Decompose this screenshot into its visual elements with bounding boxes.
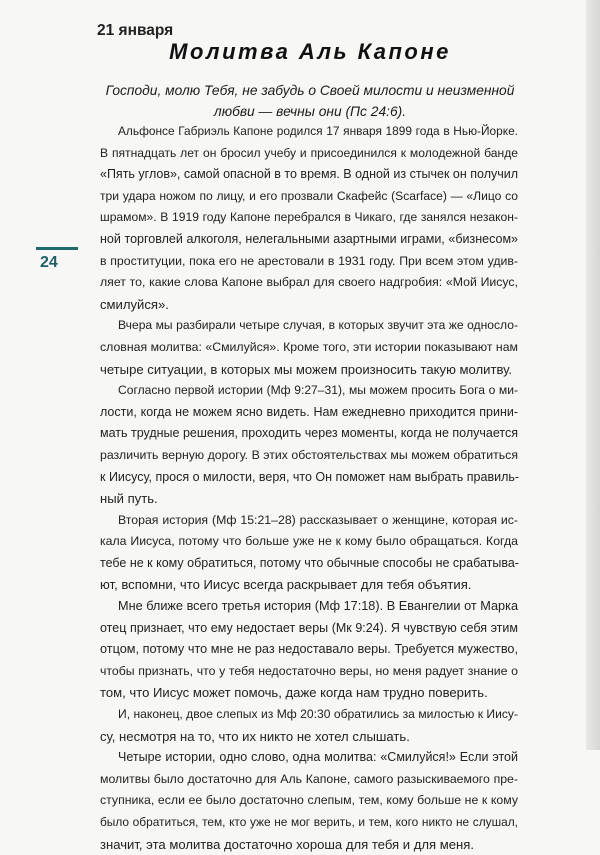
body-line: отцом, потому что мне не раз недоставало веры. Требуется мужество, (100, 642, 518, 657)
body-line: Вторая история (Мф 15:21–28) рассказывает о женщине, которая ис- (118, 512, 518, 527)
entry-date: 21 января (97, 22, 174, 39)
body-line: лости, когда не можем ясно видеть. Нам ежедневно приходится прини- (100, 404, 518, 419)
body-line: различить верную дорогу. В этих обстоятельствах мы можем обратиться (100, 447, 518, 462)
body-line: три удара ножом по лицу, и его прозвали Скафейс (Scarface) — «Лицо со (100, 188, 518, 203)
body-line: к Иисусу, прося о милости, веря, что Он поможет нам выбрать правиль- (100, 469, 520, 484)
body-line: И, наконец, двое слепых из Мф 20:30 обратились за милостью к Иису- (118, 707, 518, 722)
body-line: ют, вспомни, что Иисус всегда раскрывает для тебя объятия. (100, 577, 472, 593)
body-line: Альфонсе Габриэль Капоне родился 17 января 1899 года в Нью-Йорке. (118, 124, 518, 138)
body-line: тебе не к кому обратиться, потому что обычные способы не срабатыва- (100, 555, 519, 570)
body-line: ляет то, какие слова Капоне выбрал для своего надгробия: «Мой Иисус, (100, 275, 518, 290)
body-line: в проституции, пока его не арестовали в 1931 году. При всем этом удив- (100, 253, 518, 268)
body-line: четыре ситуации, в которых мы можем произносить такую молитву. (100, 361, 513, 377)
body-text (100, 121, 518, 855)
body-line: «Пять углов», самой опасной в то время. В одной из стычек он получил (100, 167, 519, 182)
body-line: было обратиться, тем, кто уже не мог верить, и тем, кого никто не слушал, (100, 815, 518, 829)
body-line: В пятнадцать лет он бросил учебу и присоединился к молодежной банде (100, 145, 518, 160)
body-line: ной торговлей алкоголя, нелегальными азартными играми, «бизнесом» (100, 231, 518, 246)
page-number: 24 (40, 254, 58, 271)
body-line: смилуйся». (100, 296, 169, 312)
body-line: словная молитва: «Смилуйся». Кроме того, эти истории показывают нам (100, 339, 518, 354)
body-line: отец признает, что ему недостает веры (Мк 9:24). Я чувствую себя этим (100, 620, 518, 635)
body-line: Четыре истории, одно слово, одна молитва: «Смилуйся!» Если этой (118, 750, 518, 765)
body-line: мать трудные решения, проходить через моменты, когда не получается (100, 426, 518, 441)
body-line: су, несмотря на то, что их никто не хотел слышать. (100, 728, 410, 744)
body-line: том, что Иисус может помочь, даже когда нам трудно поверить. (100, 685, 488, 701)
body-line: Согласно первой истории (Мф 9:27–31), мы можем просить Бога о ми- (118, 383, 518, 398)
page-title: Молитва Аль Капоне (169, 39, 451, 64)
page-number-marker (36, 247, 78, 272)
body-line: чтобы признать, что у тебя недостаточно веры, но меня радует знание о (100, 663, 518, 678)
body-line: кала Иисуса, потому что больше уже не к кому было обращаться. Когда (100, 534, 518, 549)
body-line: значит, эта молитва достаточно хороша для тебя и для меня. (100, 836, 474, 852)
body-line: молитвы было достаточно для Аль Капоне, самого разыскиваемого пре- (100, 771, 518, 786)
body-line: Мне ближе всего третья история (Мф 17:18). В Евангелии от Марка (118, 599, 518, 614)
epigraph-line: любви — вечны они (Пс 24:6). (213, 104, 407, 119)
body-line: шрамом». В 1919 году Капоне перебрался в Чикаго, где занялся незакон- (100, 210, 518, 225)
body-line: ступника, если ее было достаточно слепым, тем, кому больше не к кому (100, 793, 518, 808)
epigraph (100, 80, 520, 122)
body-line: ный путь. (100, 491, 158, 507)
page-edge-shadow (586, 0, 600, 750)
epigraph-line: Господи, молю Тебя, не забудь о Своей милости и неизменной (105, 83, 515, 98)
body-line: Вчера мы разбирали четыре случая, в которых звучит эта же односло- (118, 318, 518, 333)
